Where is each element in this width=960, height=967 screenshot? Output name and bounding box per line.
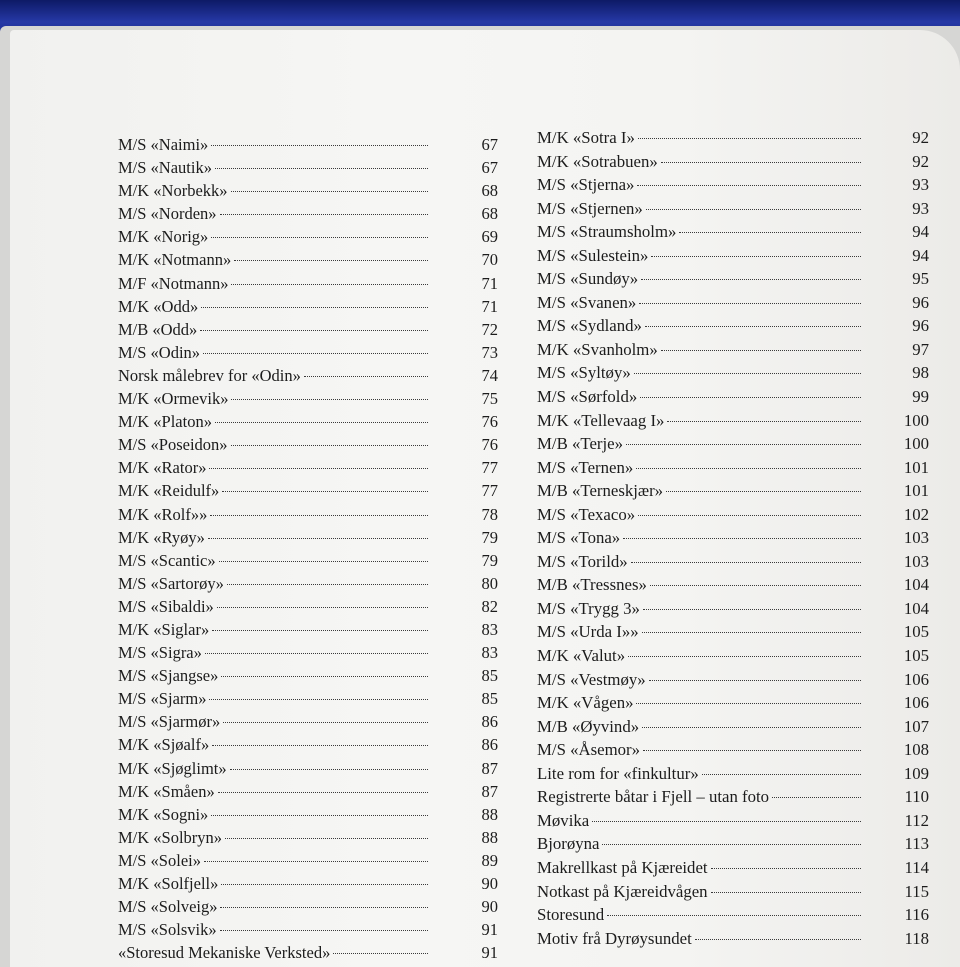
toc-entry-page-number: 96	[912, 292, 929, 312]
dot-leader	[225, 838, 428, 839]
toc-entry-page-number: 118	[904, 928, 929, 948]
toc-entry-title: M/K «Sogni»	[118, 804, 209, 824]
toc-entry-page-number: 78	[481, 504, 498, 524]
toc-entry	[118, 248, 498, 271]
toc-entry-page-number: 109	[903, 763, 929, 783]
dot-leader	[220, 214, 428, 215]
dot-leader	[220, 930, 428, 931]
dot-leader	[639, 303, 861, 304]
toc-entry	[118, 318, 498, 341]
toc-entry-page-number: 87	[481, 781, 498, 801]
dot-leader	[212, 630, 428, 631]
dot-leader	[215, 422, 428, 423]
toc-entry	[118, 364, 498, 387]
toc-entry	[118, 918, 498, 941]
dot-leader	[646, 209, 861, 210]
toc-entry-page-number: 68	[481, 181, 498, 201]
toc-entry-title: M/S «Sørfold»	[537, 387, 638, 407]
toc-entry-title: Lite rom for «finkultur»	[537, 763, 699, 783]
toc-entry-page-number: 114	[904, 857, 929, 877]
toc-entry	[537, 267, 929, 291]
toc-entry	[537, 291, 929, 315]
toc-entry-title: M/S «Odin»	[118, 342, 201, 362]
toc-entry	[118, 272, 498, 295]
toc-entry-page-number: 88	[481, 827, 498, 847]
dot-leader	[626, 444, 861, 445]
toc-entry-title: M/S «Stjerna»	[537, 175, 635, 195]
toc-entry-page-number: 79	[481, 550, 498, 570]
toc-entry	[118, 225, 498, 248]
toc-entry	[118, 433, 498, 456]
toc-entry	[118, 803, 498, 826]
toc-entry	[537, 338, 929, 362]
dot-leader	[638, 515, 861, 516]
toc-entry	[537, 197, 929, 221]
toc-entry-page-number: 88	[481, 804, 498, 824]
toc-entry	[537, 903, 929, 927]
toc-entry	[118, 133, 498, 156]
dot-leader	[231, 399, 428, 400]
toc-entry-title: M/S «Solsvik»	[118, 920, 217, 940]
toc-entry-page-number: 101	[903, 457, 929, 477]
toc-entry	[118, 295, 498, 318]
toc-entry	[118, 849, 498, 872]
dot-leader	[201, 307, 428, 308]
dot-leader	[592, 821, 861, 822]
toc-entry-title: M/S «Sjarmør»	[118, 712, 221, 732]
toc-entry-title: Bjorøyna	[537, 834, 600, 854]
toc-entry-title: M/B «Øyvind»	[537, 716, 640, 736]
toc-entry-page-number: 75	[481, 389, 498, 409]
toc-entry-page-number: 104	[903, 575, 929, 595]
toc-entry-title: M/K «Småen»	[118, 781, 215, 801]
toc-entry-title: M/S «Sartorøy»	[118, 573, 224, 593]
dot-leader	[218, 792, 428, 793]
toc-entry-title: M/S «Sulestein»	[537, 245, 649, 265]
toc-entry-page-number: 67	[481, 135, 498, 154]
toc-entry-page-number: 108	[903, 740, 929, 760]
dot-leader	[695, 939, 861, 940]
dot-leader	[623, 538, 861, 539]
dot-leader	[209, 699, 428, 700]
toc-entry-title: M/S «Sjangse»	[118, 666, 219, 686]
toc-entry	[537, 526, 929, 550]
toc-entry	[118, 641, 498, 664]
toc-entry	[118, 710, 498, 733]
toc-entry	[537, 762, 929, 786]
toc-entry	[537, 644, 929, 668]
toc-entry-page-number: 100	[903, 434, 929, 454]
toc-entry-page-number: 83	[481, 619, 498, 639]
toc-entry-title: M/S «Poseidon»	[118, 435, 228, 455]
dot-leader	[643, 609, 861, 610]
toc-entry-page-number: 80	[481, 573, 498, 593]
dot-leader	[711, 868, 861, 869]
toc-entry	[118, 572, 498, 595]
dot-leader	[636, 468, 861, 469]
dot-leader	[215, 168, 428, 169]
toc-entry-page-number: 95	[912, 269, 929, 289]
toc-entry	[537, 361, 929, 385]
toc-entry-page-number: 85	[481, 666, 498, 686]
toc-entry-page-number: 71	[481, 296, 498, 316]
toc-entry-title: M/K «Solbryn»	[118, 827, 223, 847]
toc-entry-title: Makrellkast på Kjæreidet	[537, 857, 708, 877]
toc-entry	[118, 664, 498, 687]
toc-entry	[537, 691, 929, 715]
toc-entry-page-number: 73	[481, 342, 498, 362]
toc-entry-title: M/K «Sjøalf»	[118, 735, 210, 755]
toc-entry-page-number: 106	[903, 693, 929, 713]
toc-entry-page-number: 104	[903, 598, 929, 618]
toc-entry-page-number: 92	[912, 128, 929, 147]
dot-leader	[702, 774, 861, 775]
dot-leader	[661, 162, 861, 163]
toc-entry-page-number: 86	[481, 712, 498, 732]
dot-leader	[667, 421, 861, 422]
dot-leader	[204, 861, 428, 862]
toc-entry-page-number: 93	[912, 175, 929, 195]
toc-entry-title: M/S «Ternen»	[537, 457, 634, 477]
dot-leader	[642, 632, 861, 633]
toc-entry-title: M/K «Vågen»	[537, 693, 634, 713]
dot-leader	[208, 538, 428, 539]
toc-entry-title: «Storesud Mekaniske Verksted»	[118, 943, 331, 963]
toc-entry	[118, 618, 498, 641]
toc-entry-page-number: 100	[903, 410, 929, 430]
toc-entry-title: M/K «Platon»	[118, 412, 212, 432]
toc-entry-title: M/S «Norden»	[118, 204, 217, 224]
toc-entry-page-number: 106	[903, 669, 929, 689]
toc-entry-title: Norsk målebrev for «Odin»	[118, 365, 301, 385]
toc-entry-title: M/K «Solfjell»	[118, 874, 219, 893]
toc-entry-title: Møvika	[537, 810, 590, 830]
toc-entry	[537, 597, 929, 621]
dot-leader	[212, 745, 428, 746]
toc-entry-title: M/S «Urda I»»	[537, 622, 639, 642]
toc-entry	[537, 668, 929, 692]
toc-entry	[537, 314, 929, 338]
toc-entry-title: M/S «Texaco»	[537, 504, 636, 524]
dot-leader	[636, 703, 861, 704]
dot-leader	[640, 397, 861, 398]
dot-leader	[304, 376, 428, 377]
toc-entry-page-number: 70	[481, 250, 498, 270]
toc-entry	[118, 687, 498, 710]
toc-entry-page-number: 90	[481, 874, 498, 893]
toc-entry	[537, 432, 929, 456]
toc-entry-page-number: 92	[912, 151, 929, 171]
toc-entry-title: M/S «Svanen»	[537, 292, 637, 312]
toc-entry	[537, 456, 929, 480]
toc-entry-title: M/K «Ormevik»	[118, 389, 229, 409]
toc-entry-title: M/S «Sigra»	[118, 643, 202, 663]
toc-entry-title: M/S «Syltøy»	[537, 363, 631, 383]
toc-entry	[118, 156, 498, 179]
toc-entry	[537, 550, 929, 574]
toc-entry-title: M/K «Svanholm»	[537, 339, 658, 359]
dot-leader	[642, 727, 861, 728]
toc-entry-title: M/B «Terje»	[537, 434, 623, 454]
toc-entry	[118, 387, 498, 410]
toc-entry	[537, 832, 929, 856]
toc-entry-page-number: 105	[903, 646, 929, 666]
toc-entry-page-number: 86	[481, 735, 498, 755]
toc-entry-title: M/S «Solveig»	[118, 897, 218, 917]
toc-entry-title: Registrerte båtar i Fjell – utan foto	[537, 787, 770, 807]
dot-leader	[679, 232, 861, 233]
toc-entry	[118, 733, 498, 756]
toc-entry-page-number: 116	[904, 905, 929, 925]
dot-leader	[641, 279, 861, 280]
toc-entry-title: M/K «Tellevaag I»	[537, 410, 665, 430]
toc-entry	[537, 856, 929, 880]
toc-entry-title: M/K «Reidulf»	[118, 481, 220, 501]
toc-entry-title: M/S «Sjarm»	[118, 689, 207, 709]
toc-left-column	[118, 133, 498, 964]
toc-entry-title: M/K «Notmann»	[118, 250, 232, 270]
dot-leader	[217, 607, 428, 608]
toc-entry	[118, 826, 498, 849]
toc-entry-page-number: 107	[903, 716, 929, 736]
toc-entry-page-number: 98	[912, 363, 929, 383]
toc-entry	[537, 573, 929, 597]
toc-entry	[118, 479, 498, 502]
toc-entry-title: M/K «Valut»	[537, 646, 626, 666]
toc-entry	[118, 179, 498, 202]
dot-leader	[772, 797, 861, 798]
toc-entry-title: M/F «Notmann»	[118, 273, 229, 293]
dot-leader	[638, 138, 861, 139]
toc-entry-page-number: 115	[904, 881, 929, 901]
toc-entry-title: Storesund	[537, 905, 605, 925]
toc-entry	[118, 780, 498, 803]
toc-entry	[537, 150, 929, 174]
dot-leader	[661, 350, 861, 351]
dot-leader	[200, 330, 428, 331]
toc-entry	[537, 785, 929, 809]
dot-leader	[210, 515, 428, 516]
toc-entry-page-number: 91	[481, 943, 498, 963]
toc-entry-title: M/K «Siglar»	[118, 619, 210, 639]
toc-entry-title: Motiv frå Dyrøysundet	[537, 928, 692, 948]
toc-entry-title: M/K «Sjøglimt»	[118, 758, 227, 778]
toc-entry-title: M/K «Rolf»»	[118, 504, 208, 524]
toc-entry-page-number: 77	[481, 481, 498, 501]
dot-leader	[637, 185, 861, 186]
toc-right-column	[537, 126, 929, 950]
toc-entry-page-number: 67	[481, 158, 498, 178]
toc-entry-title: M/S «Vestmøy»	[537, 669, 646, 689]
toc-entry-page-number: 93	[912, 198, 929, 218]
dot-leader	[230, 769, 428, 770]
dot-leader	[223, 722, 428, 723]
toc-entry	[537, 809, 929, 833]
toc-entry-page-number: 105	[903, 622, 929, 642]
toc-entry-title: M/S «Åsemor»	[537, 740, 641, 760]
dot-leader	[231, 284, 428, 285]
toc-entry-title: M/S «Solei»	[118, 850, 201, 870]
toc-entry-title: M/S «Sibaldi»	[118, 596, 214, 616]
toc-entry-page-number: 83	[481, 643, 498, 663]
toc-entry	[537, 173, 929, 197]
toc-entry-title: M/B «Tressnes»	[537, 575, 647, 595]
toc-entry-page-number: 90	[481, 897, 498, 917]
toc-entry-title: M/K «Sotrabuen»	[537, 151, 658, 171]
dot-leader	[634, 373, 861, 374]
toc-entry-page-number: 102	[903, 504, 929, 524]
toc-entry-page-number: 103	[903, 551, 929, 571]
toc-entry-title: M/B «Terneskjær»	[537, 481, 664, 501]
toc-entry-page-number: 89	[481, 850, 498, 870]
toc-entry-title: M/K «Norbekk»	[118, 181, 228, 201]
toc-entry	[118, 503, 498, 526]
toc-entry-title: M/S «Stjernen»	[537, 198, 643, 218]
dot-leader	[231, 445, 428, 446]
toc-entry	[118, 341, 498, 364]
toc-entry-page-number: 85	[481, 689, 498, 709]
dot-leader	[220, 907, 428, 908]
toc-entry-title: M/K «Ryøy»	[118, 527, 205, 547]
toc-entry-page-number: 113	[904, 834, 929, 854]
toc-entry	[537, 385, 929, 409]
dot-leader	[643, 750, 861, 751]
toc-entry-page-number: 110	[904, 787, 929, 807]
toc-entry-title: M/S «Nautik»	[118, 158, 212, 178]
toc-entry-page-number: 76	[481, 412, 498, 432]
toc-entry-page-number: 71	[481, 273, 498, 293]
dot-leader	[219, 561, 428, 562]
dot-leader	[607, 915, 861, 916]
toc-entry	[537, 880, 929, 904]
toc-entry-page-number: 69	[481, 227, 498, 247]
dot-leader	[333, 953, 428, 954]
toc-entry-title: M/S «Sundøy»	[537, 269, 639, 289]
toc-entry-title: Notkast på Kjæreidvågen	[537, 881, 708, 901]
toc-entry-page-number: 91	[481, 920, 498, 940]
toc-entry	[118, 410, 498, 433]
dot-leader	[711, 892, 861, 893]
dot-leader	[203, 353, 428, 354]
toc-entry	[537, 927, 929, 951]
toc-entry	[537, 409, 929, 433]
toc-entry-page-number: 68	[481, 204, 498, 224]
dot-leader	[602, 844, 861, 845]
toc-entry-title: M/S «Trygg 3»	[537, 598, 640, 618]
toc-entry	[118, 872, 498, 895]
toc-entry	[118, 526, 498, 549]
dot-leader	[209, 468, 428, 469]
toc-entry-title: M/S «Naimi»	[118, 135, 209, 154]
dot-leader	[211, 815, 428, 816]
toc-entry	[118, 456, 498, 479]
dot-leader	[221, 676, 428, 677]
toc-entry-title: M/S «Straumsholm»	[537, 222, 677, 242]
dot-leader	[211, 145, 428, 146]
toc-entry-title: M/K «Norig»	[118, 227, 209, 247]
dot-leader	[651, 256, 861, 257]
toc-entry-title: M/K «Rator»	[118, 458, 207, 478]
toc-entry	[118, 895, 498, 918]
toc-entry	[118, 595, 498, 618]
toc-entry-page-number: 72	[481, 319, 498, 339]
dot-leader	[211, 237, 428, 238]
toc-entry-title: M/S «Tona»	[537, 528, 621, 548]
toc-entry	[537, 220, 929, 244]
toc-entry-title: M/K «Odd»	[118, 296, 199, 316]
toc-entry-page-number: 97	[912, 339, 929, 359]
toc-entry-page-number: 79	[481, 527, 498, 547]
dot-leader	[649, 680, 861, 681]
toc-entry-title: M/B «Odd»	[118, 319, 198, 339]
toc-entry	[537, 479, 929, 503]
toc-entry-page-number: 96	[912, 316, 929, 336]
dot-leader	[631, 562, 861, 563]
toc-entry	[118, 202, 498, 225]
toc-entry	[118, 941, 498, 964]
toc-entry-page-number: 103	[903, 528, 929, 548]
toc-entry-title: M/S «Scantic»	[118, 550, 216, 570]
toc-entry-page-number: 82	[481, 596, 498, 616]
dot-leader	[650, 585, 861, 586]
toc-entry-page-number: 87	[481, 758, 498, 778]
toc-entry-page-number: 101	[903, 481, 929, 501]
toc-entry-title: M/S «Torild»	[537, 551, 628, 571]
dot-leader	[628, 656, 861, 657]
dot-leader	[231, 191, 428, 192]
toc-entry	[118, 757, 498, 780]
toc-entry-page-number: 77	[481, 458, 498, 478]
toc-entry	[537, 715, 929, 739]
toc-entry-title: M/S «Sydland»	[537, 316, 642, 336]
toc-entry-page-number: 94	[912, 222, 929, 242]
toc-entry-page-number: 112	[904, 810, 929, 830]
toc-entry	[537, 738, 929, 762]
toc-entry-title: M/K «Sotra I»	[537, 128, 635, 147]
toc-entry	[537, 126, 929, 150]
dot-leader	[222, 491, 428, 492]
dot-leader	[234, 260, 428, 261]
toc-entry-page-number: 99	[912, 387, 929, 407]
toc-entry	[537, 503, 929, 527]
dot-leader	[227, 584, 428, 585]
toc-entry-page-number: 94	[912, 245, 929, 265]
dot-leader	[666, 491, 861, 492]
toc-entry	[537, 620, 929, 644]
toc-entry	[537, 244, 929, 268]
dot-leader	[205, 653, 428, 654]
toc-entry-page-number: 74	[481, 365, 498, 385]
dot-leader	[221, 884, 428, 885]
toc-entry	[118, 549, 498, 572]
toc-entry-page-number: 76	[481, 435, 498, 455]
dot-leader	[645, 326, 861, 327]
